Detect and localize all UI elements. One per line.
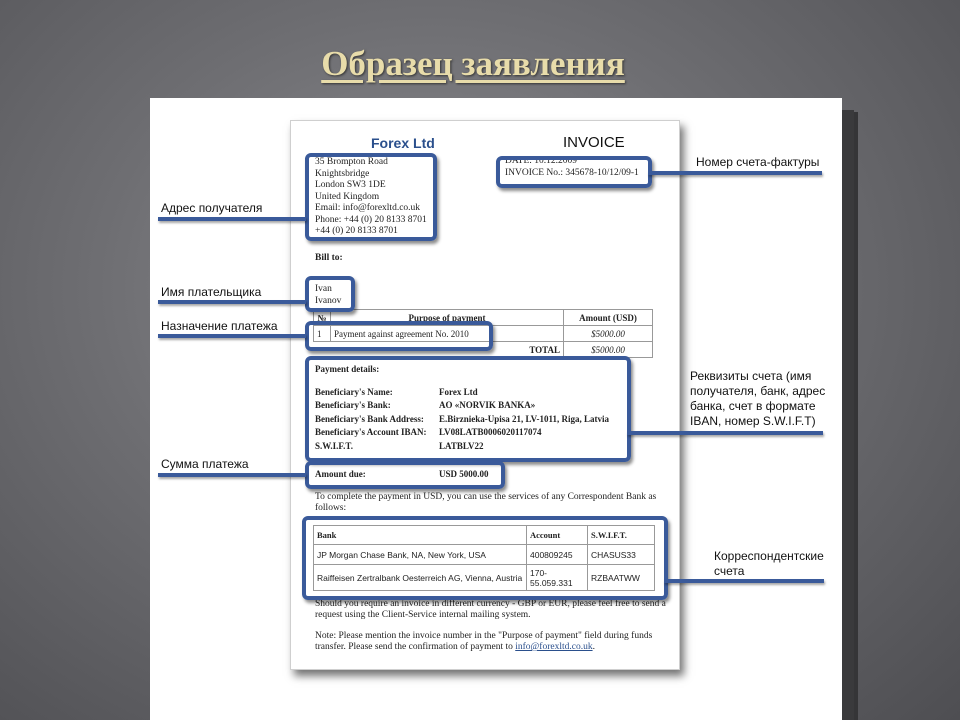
total-label: TOTAL	[331, 342, 564, 358]
bank-account: 170-55.059.331	[527, 565, 588, 591]
detail-value: E.Birznieka-Upisa 21, LV-1011, Riga, Latvia	[439, 413, 610, 424]
amount-due-label: Amount due:	[315, 469, 366, 479]
address-line: Knightsbridge	[315, 168, 370, 179]
callout-account-details: Реквизиты счета (имя получателя, банк, адрес банка, счет в формате IBAN, номер S.W.I.F.T)	[690, 369, 826, 428]
banks-header-bank: Bank	[314, 526, 527, 545]
banks-header-account: Account	[527, 526, 588, 545]
detail-label: S.W.I.F.T.	[315, 440, 353, 451]
bank-name: JP Morgan Chase Bank, NA, New York, USA	[314, 545, 527, 565]
bank-swift: RZBAATWW	[588, 565, 655, 591]
highlight-details	[305, 356, 631, 462]
callout-payer-name: Имя плательщика	[161, 285, 262, 299]
detail-label: Beneficiary's Account IBAN:	[315, 427, 427, 437]
panel-shadow	[842, 112, 858, 720]
banks-header-swift: S.W.I.F.T.	[588, 526, 655, 545]
items-header-amount: Amount (USD)	[564, 310, 653, 326]
note-text: Note: Please mention the invoice number in the "Purpose of payment" field during funds transfer. Please send the confirmation of payment to	[315, 631, 653, 652]
note-end: .	[592, 642, 595, 652]
connector-payer	[158, 300, 306, 304]
connector-amount	[158, 473, 306, 477]
bank-name: Raiffeisen Zertralbank Oesterreich AG, Vienna, Austria	[314, 565, 527, 591]
bank-swift: CHASUS33	[588, 545, 655, 565]
connector-invoice-number	[648, 171, 822, 175]
email-link[interactable]: info@forexltd.co.uk	[515, 642, 593, 652]
highlight-payer	[305, 276, 355, 312]
address-line: United Kingdom	[315, 191, 380, 202]
slide-title: Образец заявления	[321, 44, 625, 83]
detail-value: AO «NORVIK BANKA»	[439, 400, 536, 410]
invoice-heading: INVOICE	[563, 134, 625, 151]
detail-label: Beneficiary's Name:	[315, 386, 393, 397]
invoice-number: INVOICE No.: 345678-10/12/09-1	[505, 167, 639, 178]
payer-last-name: Ivanov	[315, 295, 342, 306]
connector-banks	[664, 579, 824, 583]
bank-account: 400809245	[527, 545, 588, 565]
highlight-purpose	[305, 321, 493, 351]
detail-label: Beneficiary's Bank:	[315, 400, 391, 410]
callout-payment-purpose: Назначение платежа	[161, 319, 278, 333]
callout-invoice-number: Номер счета-фактуры	[696, 155, 820, 169]
callout-payment-amount: Сумма платежа	[161, 457, 249, 471]
address-line: +44 (0) 20 8133 8701	[315, 226, 398, 236]
address-line: Phone: +44 (0) 20 8133 8701	[315, 214, 427, 225]
connector-address	[158, 217, 306, 221]
payment-note	[315, 631, 675, 653]
correspondent-intro: To complete the payment in USD, you can use the services of any Correspondent Bank as follows:	[315, 492, 657, 513]
callout-correspondent-accounts: Корреспондентские счета	[714, 549, 824, 578]
highlight-amount	[305, 461, 505, 489]
detail-value: Forex Ltd	[439, 386, 478, 397]
address-line: London SW3 1DE	[315, 180, 386, 190]
bill-to-label: Bill to:	[315, 253, 343, 263]
items-header-num: №	[314, 310, 331, 326]
highlight-invoice-number	[496, 156, 652, 188]
callout-recipient-address: Адрес получателя	[161, 201, 263, 215]
items-header-purpose: Purpose of payment	[331, 310, 564, 326]
detail-value: LV08LATB0006020117074	[439, 427, 542, 437]
highlight-address	[305, 153, 437, 241]
address-line: 35 Brompton Road	[315, 157, 388, 167]
amount-due-value: USD 5000.00	[439, 469, 489, 479]
company-name: Forex Ltd	[371, 135, 435, 151]
connector-details	[627, 431, 823, 435]
currency-note: Should you require an invoice in different currency - GBP or EUR, please feel free to send a request using the Client-Service internal mailing system.	[315, 599, 666, 620]
connector-purpose	[158, 334, 306, 338]
invoice-date: DATE: 10.12.2009	[505, 156, 578, 166]
item-amount: $5000.00	[564, 326, 653, 342]
address-line: Email: info@forexltd.co.uk	[315, 203, 421, 213]
detail-label: Beneficiary's Bank Address:	[315, 413, 424, 424]
payer-first-name: Ivan	[315, 284, 332, 294]
highlight-banks	[302, 516, 668, 600]
detail-value: LATBLV22	[439, 440, 484, 451]
item-purpose: Payment against agreement No. 2010	[331, 326, 564, 342]
item-num: 1	[314, 326, 331, 342]
total-value: $5000.00	[564, 342, 653, 358]
payment-details-title: Payment details:	[315, 364, 380, 374]
